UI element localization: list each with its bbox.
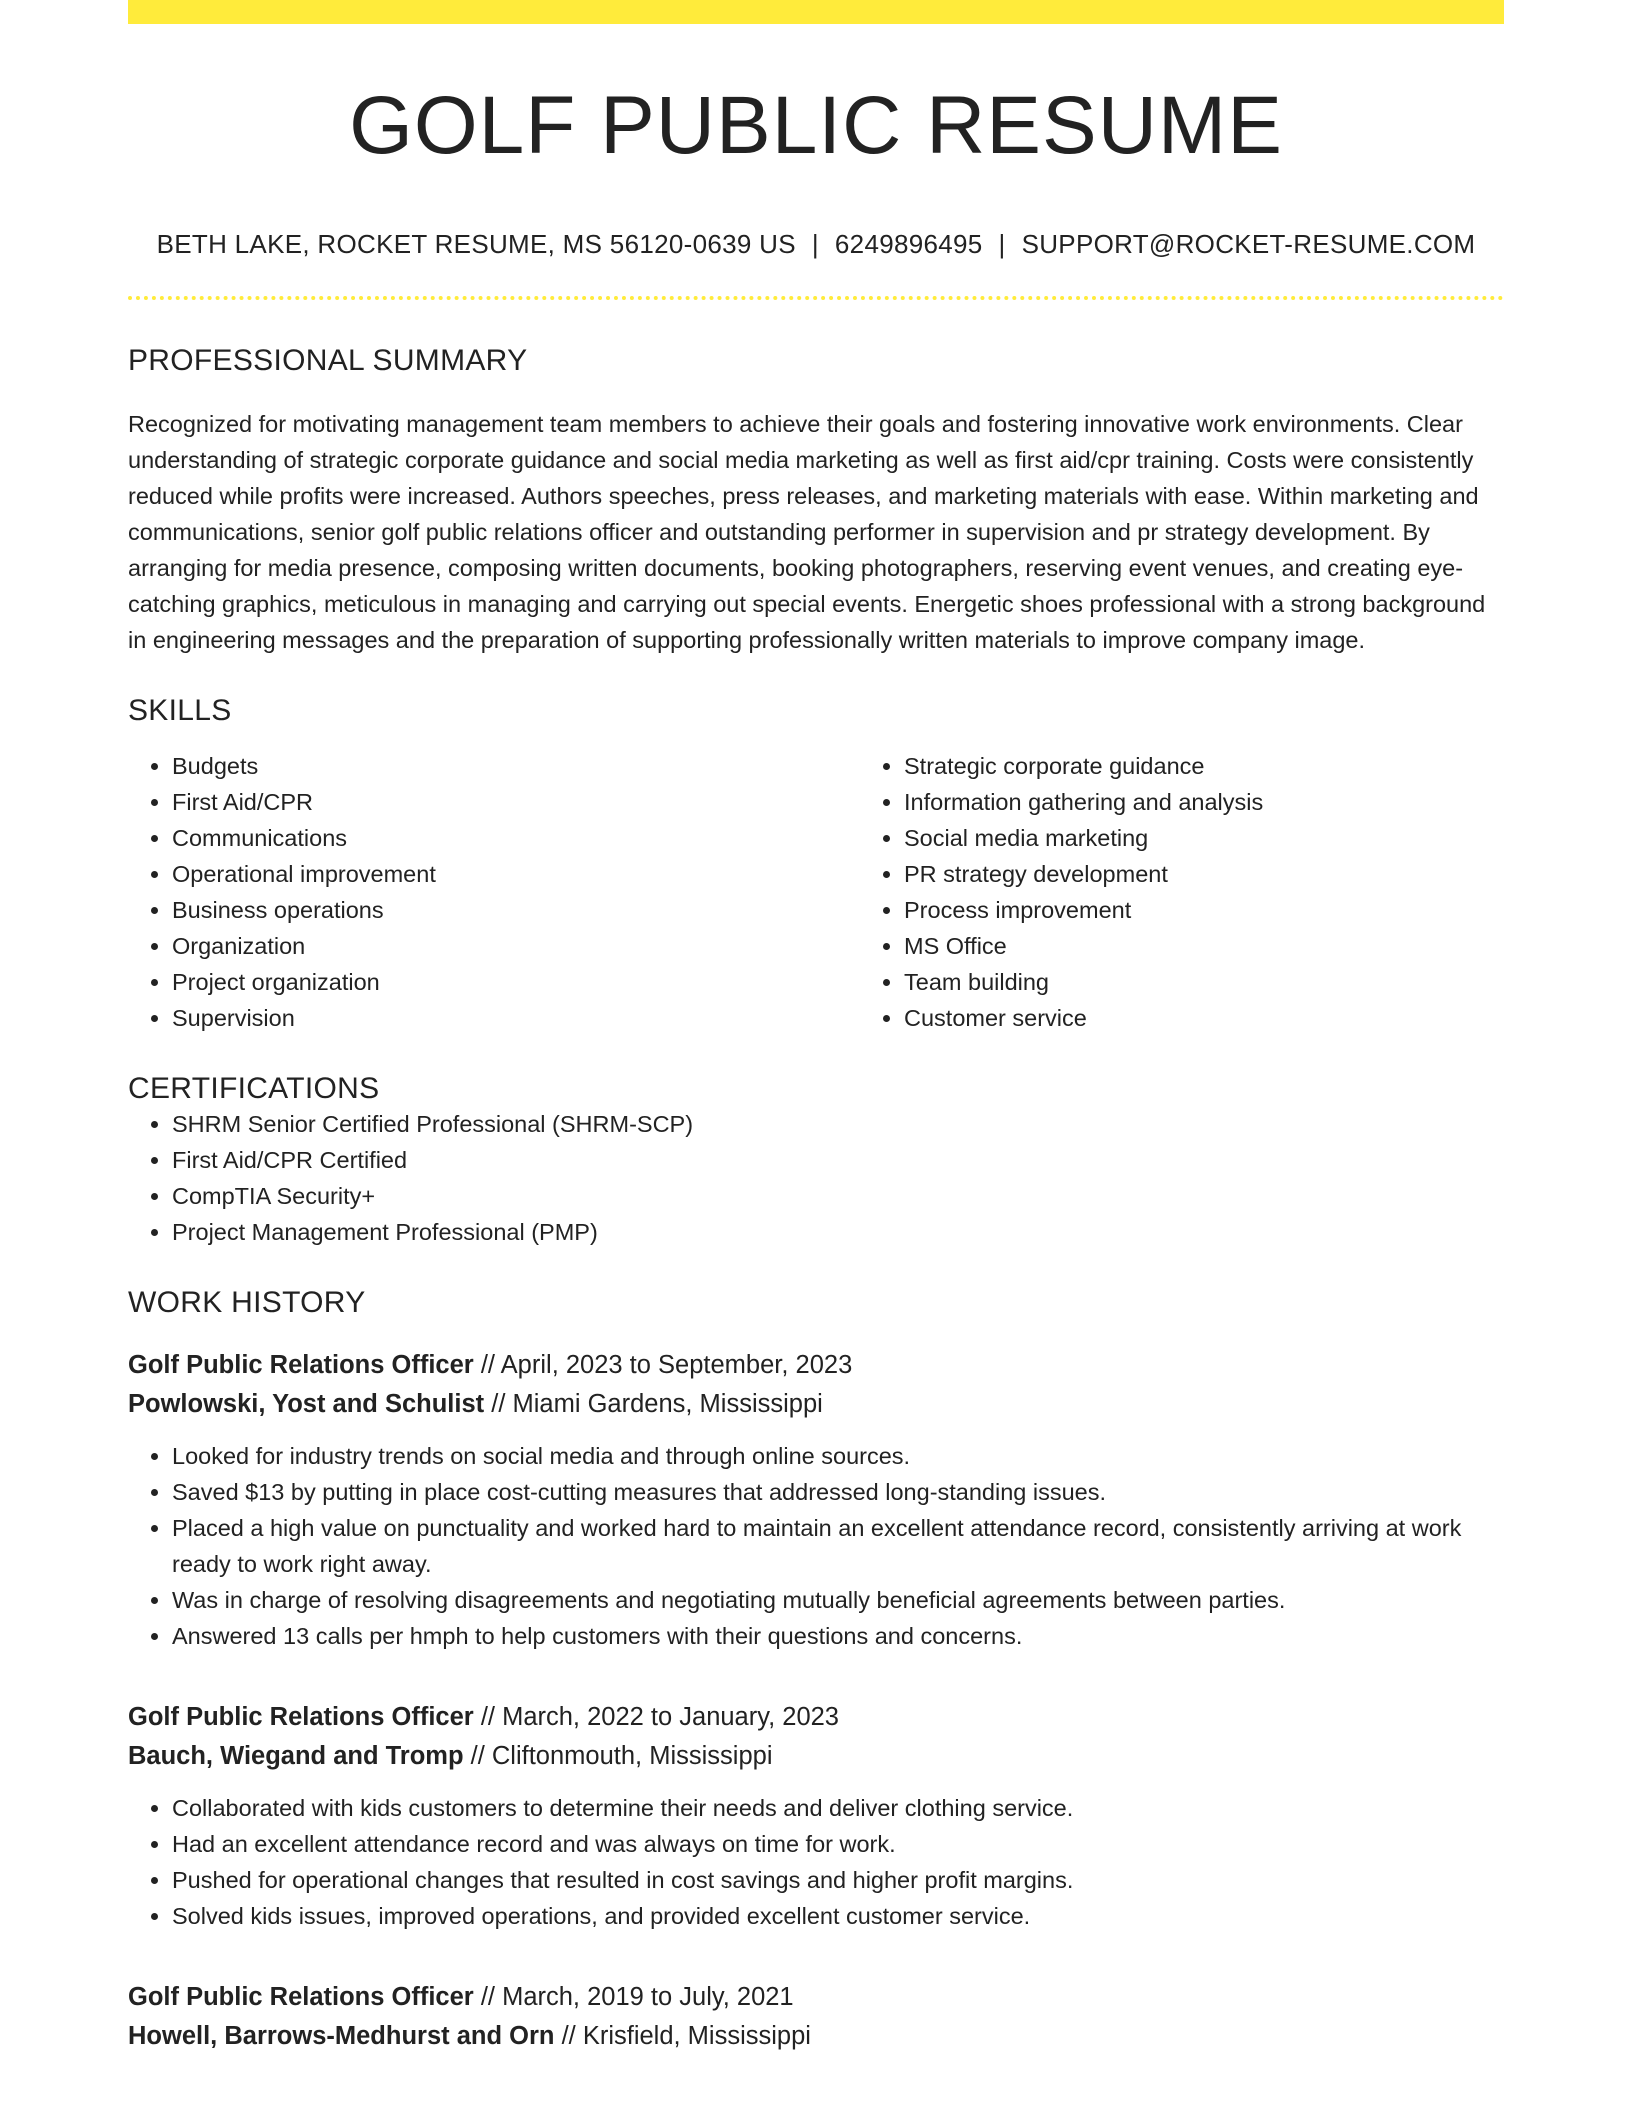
skill-item: • Strategic corporate guidance <box>904 748 1592 784</box>
job-entry <box>128 1698 1504 1934</box>
skill-item: • Information gathering and analysis <box>904 784 1592 820</box>
skill-item: • First Aid/CPR <box>172 784 860 820</box>
job-dates: // March, 2022 to January, 2023 <box>480 1703 839 1732</box>
certifications-heading: CERTIFICATIONS <box>128 1072 380 1106</box>
contact-address: BETH LAKE, ROCKET RESUME, MS 56120-0639 US <box>156 229 796 260</box>
skill-item: • Organization <box>172 928 860 964</box>
skill-item: • Social media marketing <box>904 820 1592 856</box>
job-bullets <box>128 1790 1504 1934</box>
contact-separator: | <box>811 229 819 260</box>
job-title-line <box>128 1698 1504 1737</box>
skill-item: • Budgets <box>172 748 860 784</box>
job-bullet: • Was in charge of resolving disagreements and negotiating mutually beneficial agreements between parties. <box>172 1582 1504 1618</box>
job-company-line <box>128 1385 1504 1424</box>
job-title-line <box>128 1346 1504 1385</box>
skill-item: • Customer service <box>904 1000 1592 1036</box>
job-bullet: • Looked for industry trends on social media and through online sources. <box>172 1438 1504 1474</box>
job-bullet: • Pushed for operational changes that resulted in cost savings and higher profit margins. <box>172 1862 1504 1898</box>
job-bullet: • Collaborated with kids customers to determine their needs and deliver clothing service. <box>172 1790 1504 1826</box>
job-company-line <box>128 2017 1504 2056</box>
job-company-line <box>128 1737 1504 1776</box>
job-entry <box>128 1346 1504 1654</box>
resume-title: GOLF PUBLIC RESUME <box>349 80 1283 171</box>
skill-item: • Project organization <box>172 964 860 1000</box>
skill-item: • Communications <box>172 820 860 856</box>
certification-item: • SHRM Senior Certified Professional (SHRM-SCP) <box>172 1106 1504 1142</box>
job-location: // Miami Gardens, Mississippi <box>491 1390 823 1419</box>
contact-email: SUPPORT@ROCKET-RESUME.COM <box>1021 229 1476 260</box>
contact-phone: 6249896495 <box>834 229 983 260</box>
job-company: Bauch, Wiegand and Tromp <box>128 1742 464 1771</box>
skill-item: • Business operations <box>172 892 860 928</box>
job-company: Powlowski, Yost and Schulist <box>128 1390 485 1419</box>
job-dates: // March, 2019 to July, 2021 <box>480 1983 794 2012</box>
skill-item: • Supervision <box>172 1000 860 1036</box>
certification-item: • Project Management Professional (PMP) <box>172 1214 1504 1250</box>
resume-page <box>128 0 1504 2056</box>
job-company: Howell, Barrows-Medhurst and Orn <box>128 2022 555 2051</box>
job-bullets <box>128 1438 1504 1654</box>
accent-bar <box>128 0 1504 24</box>
job-bullet: • Answered 13 calls per hmph to help customers with their questions and concerns. <box>172 1618 1504 1654</box>
skill-item: • MS Office <box>904 928 1592 964</box>
job-bullet: • Had an excellent attendance record and was always on time for work. <box>172 1826 1504 1862</box>
skill-item: • PR strategy development <box>904 856 1592 892</box>
skills-heading: SKILLS <box>128 694 232 728</box>
skills-list-left <box>128 748 860 1036</box>
skills-list-right <box>860 748 1592 1036</box>
job-bullet: • Solved kids issues, improved operations, and provided excellent customer service. <box>172 1898 1504 1934</box>
skill-item: • Operational improvement <box>172 856 860 892</box>
job-dates: // April, 2023 to September, 2023 <box>480 1351 853 1380</box>
skill-item: • Process improvement <box>904 892 1592 928</box>
work-history-heading: WORK HISTORY <box>128 1286 366 1320</box>
job-role: Golf Public Relations Officer <box>128 1351 474 1380</box>
contact-line <box>128 229 1504 260</box>
contact-separator: | <box>998 229 1006 260</box>
job-bullet: • Placed a high value on punctuality and worked hard to maintain an excellent attendance record, consistently arriving at work ready to work right away. <box>172 1510 1504 1582</box>
divider <box>128 296 1504 300</box>
job-bullet: • Saved $13 by putting in place cost-cutting measures that addressed long-standing issues. <box>172 1474 1504 1510</box>
job-location: // Cliftonmouth, Mississippi <box>470 1742 773 1771</box>
summary-text: Recognized for motivating management team members to achieve their goals and fostering innovative work environments. Clear understanding of strategic corporate guidance and social media marketing as well as first aid/cpr training. Costs were consistently reduced while profits were increased. Authors speeches, press releases, and marketing materials with ease. Within marketing and communications, senior golf public relations officer and outstanding performer in supervision and pr strategy development. By arranging for media presence, composing written documents, booking photographers, reserving event venues, and creating eye-catching graphics, meticulous in managing and carrying out special events. Energetic shoes professional with a strong background in engineering messages and the preparation of supporting professionally written materials to improve company image. <box>128 411 1486 654</box>
certification-item: • First Aid/CPR Certified <box>172 1142 1504 1178</box>
job-title-line <box>128 1978 1504 2017</box>
certifications-list <box>128 1106 1504 1250</box>
skill-item: • Team building <box>904 964 1592 1000</box>
job-location: // Krisfield, Mississippi <box>561 2022 811 2051</box>
skills-columns <box>128 748 1504 1036</box>
job-role: Golf Public Relations Officer <box>128 1703 474 1732</box>
summary-heading: PROFESSIONAL SUMMARY <box>128 344 528 378</box>
job-entry <box>128 1978 1504 2056</box>
certification-item: • CompTIA Security+ <box>172 1178 1504 1214</box>
job-role: Golf Public Relations Officer <box>128 1983 474 2012</box>
